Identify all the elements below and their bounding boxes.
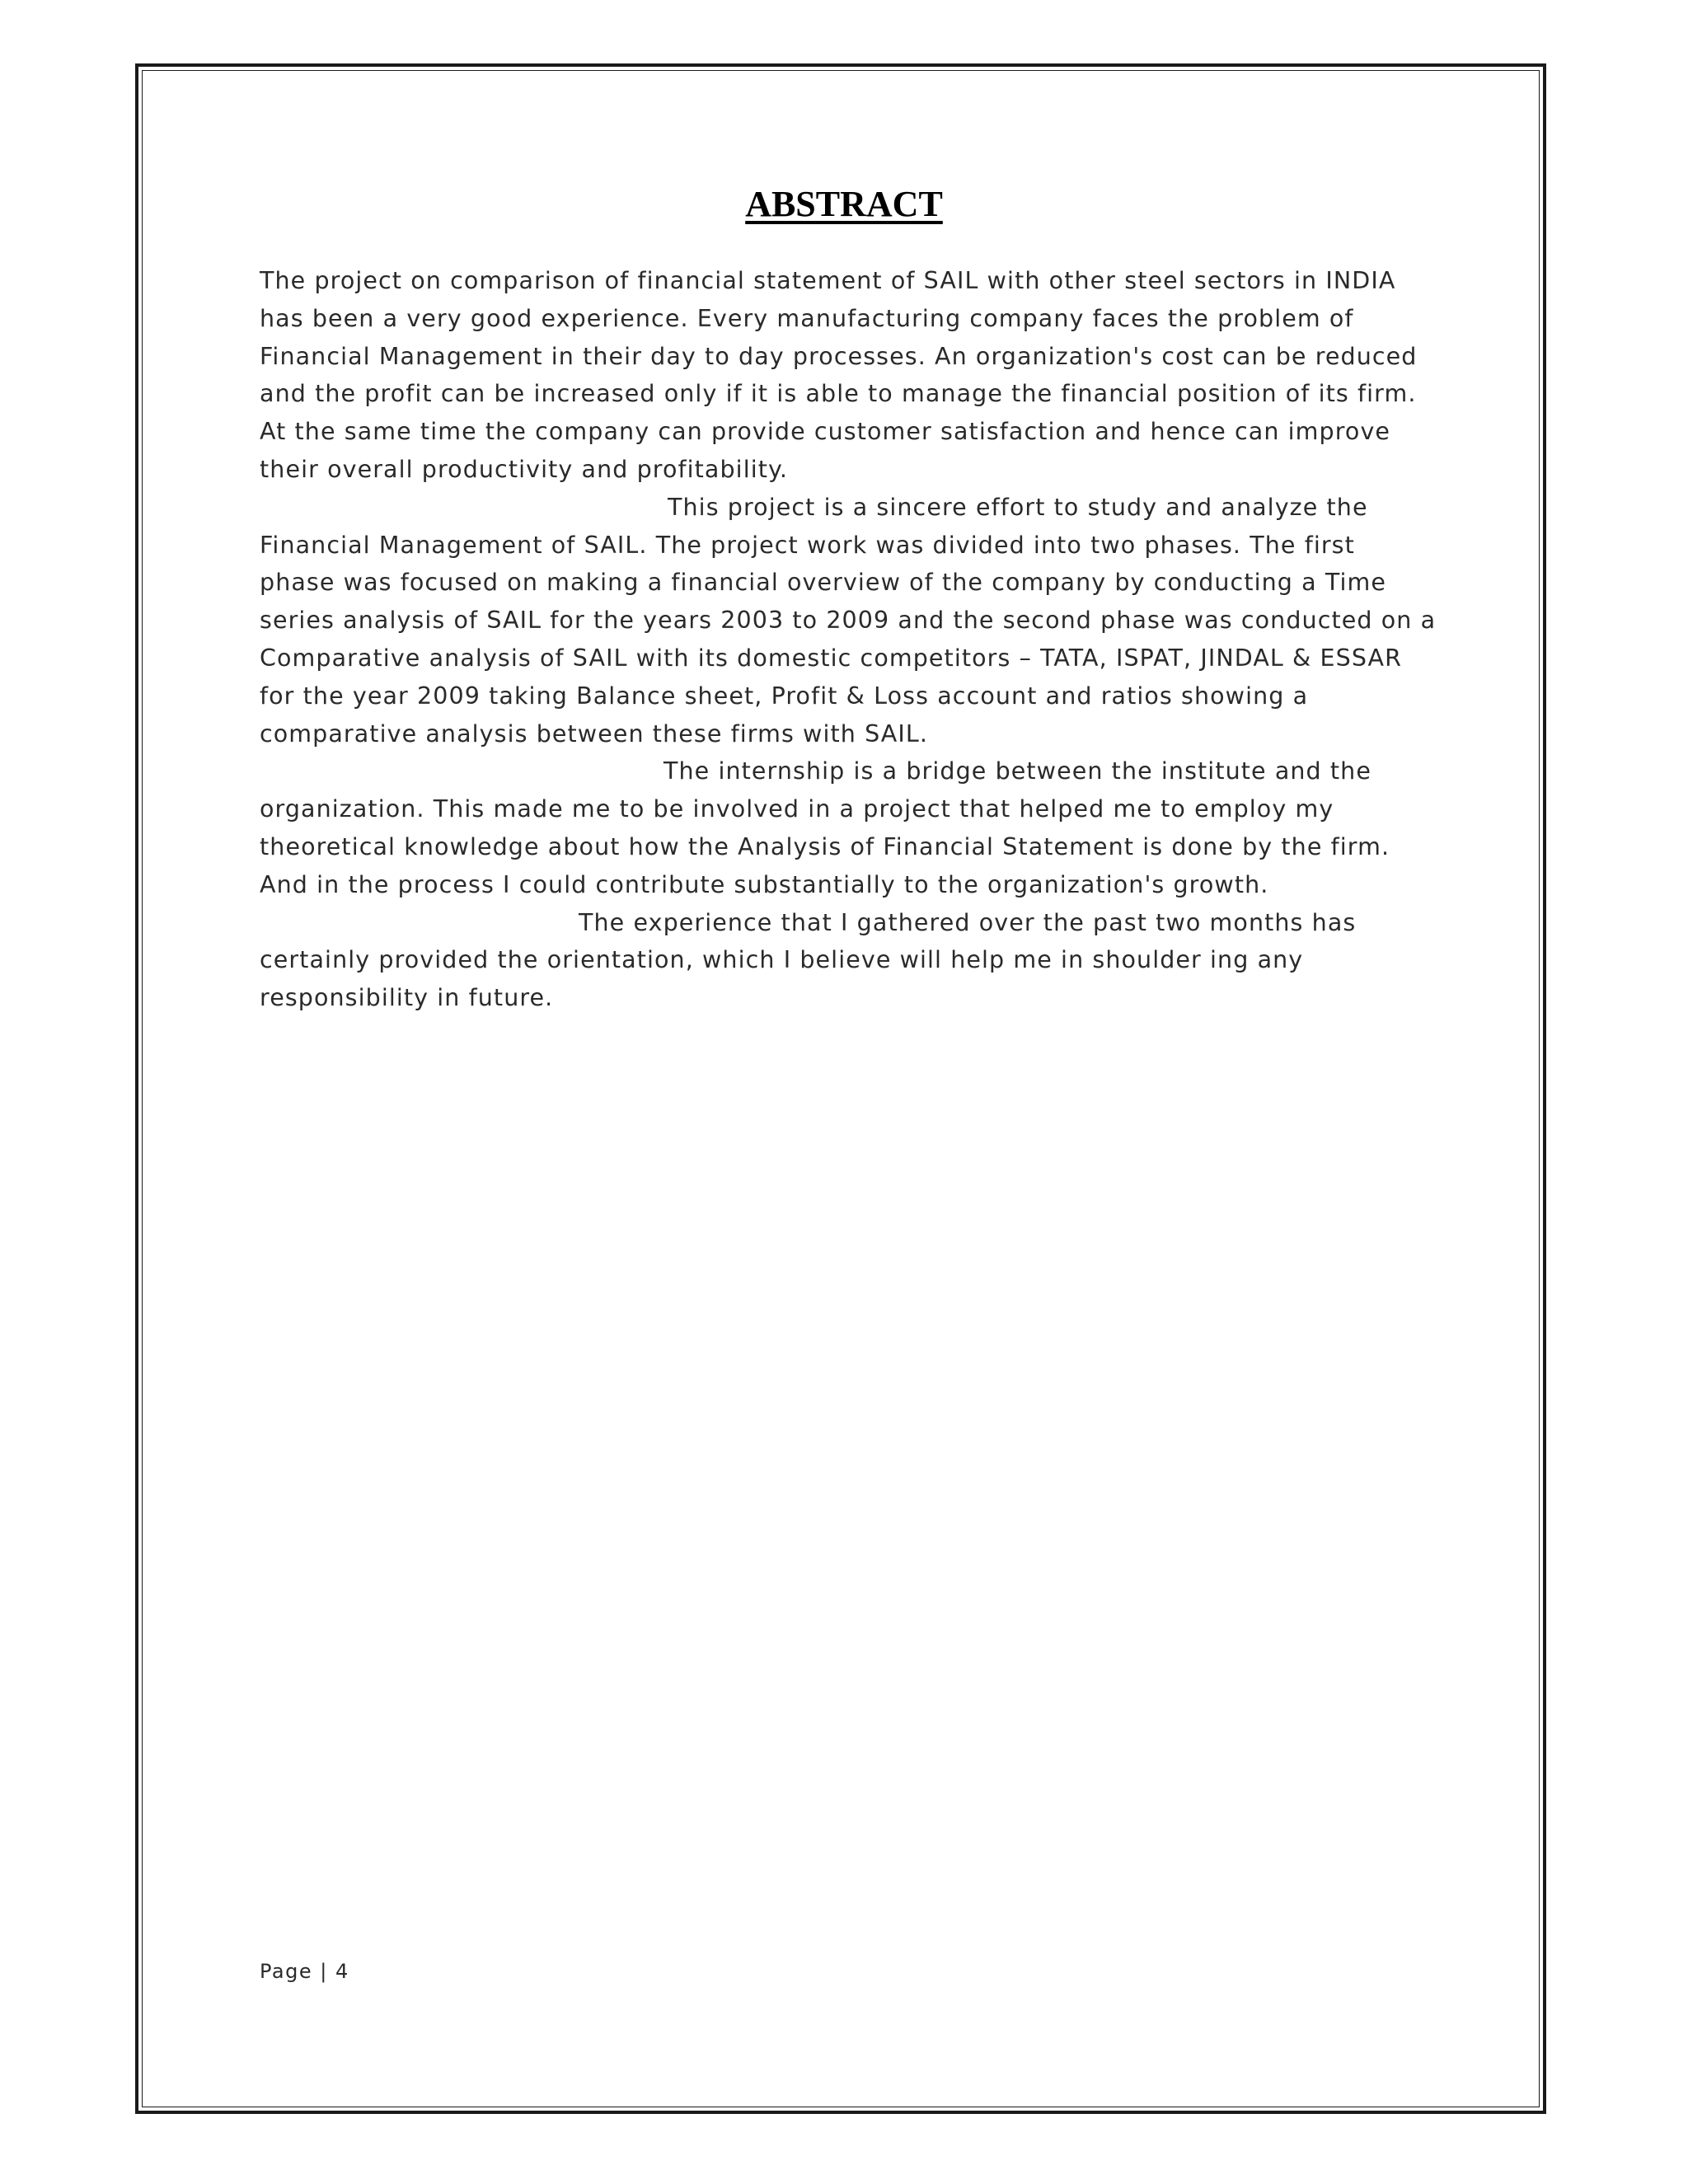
text-line: At the same time the company can provide customer satisfaction and hence can improve: [260, 418, 1391, 446]
text-line: has been a very good experience. Every manufacturing company faces the problem of: [260, 304, 1354, 332]
document-title: ABSTRACT: [745, 184, 943, 224]
paragraph-start-line: This project is a sincere effort to study and analyze the: [668, 493, 1368, 521]
abstract-body: [260, 262, 1437, 1017]
paragraph-start-line: The experience that I gathered over the past two months has: [579, 908, 1357, 936]
text-line: phase was focused on making a financial overview of the company by conducting a Time: [260, 569, 1386, 597]
text-line: Comparative analysis of SAIL with its domestic competitors – TATA, ISPAT, JINDAL & ESSAR: [260, 644, 1403, 672]
text-line: The project on comparison of financial statement of SAIL with other steel sectors in INDIA: [260, 267, 1396, 294]
text-line: and the profit can be increased only if it is able to manage the financial position of its firm.: [260, 380, 1417, 408]
text-line: Financial Management of SAIL. The project work was divided into two phases. The first: [260, 531, 1355, 559]
text-line: their overall productivity and profitability.: [260, 455, 789, 483]
text-line: for the year 2009 taking Balance sheet, Profit & Loss account and ratios showing a: [260, 682, 1309, 710]
text-line: certainly provided the orientation, which I believe will help me in shoulder ing any: [260, 946, 1304, 974]
text-line: And in the process I could contribute substantially to the organization's growth.: [260, 870, 1269, 898]
text-line: organization. This made me to be involved in a project that helped me to employ my: [260, 795, 1334, 823]
text-line: series analysis of SAIL for the years 2003 to 2009 and the second phase was conducted on a: [260, 607, 1437, 635]
text-line: Financial Management in their day to day processes. An organization's cost can be reduced: [260, 342, 1418, 370]
text-line: theoretical knowledge about how the Analysis of Financial Statement is done by the firm.: [260, 832, 1390, 860]
page-number-footer: Page | 4: [260, 1960, 349, 1983]
text-line: comparative analysis between these firms with SAIL.: [260, 719, 929, 748]
paragraph-start-line: The internship is a bridge between the institute and the: [663, 757, 1372, 785]
text-line: responsibility in future.: [260, 984, 554, 1012]
